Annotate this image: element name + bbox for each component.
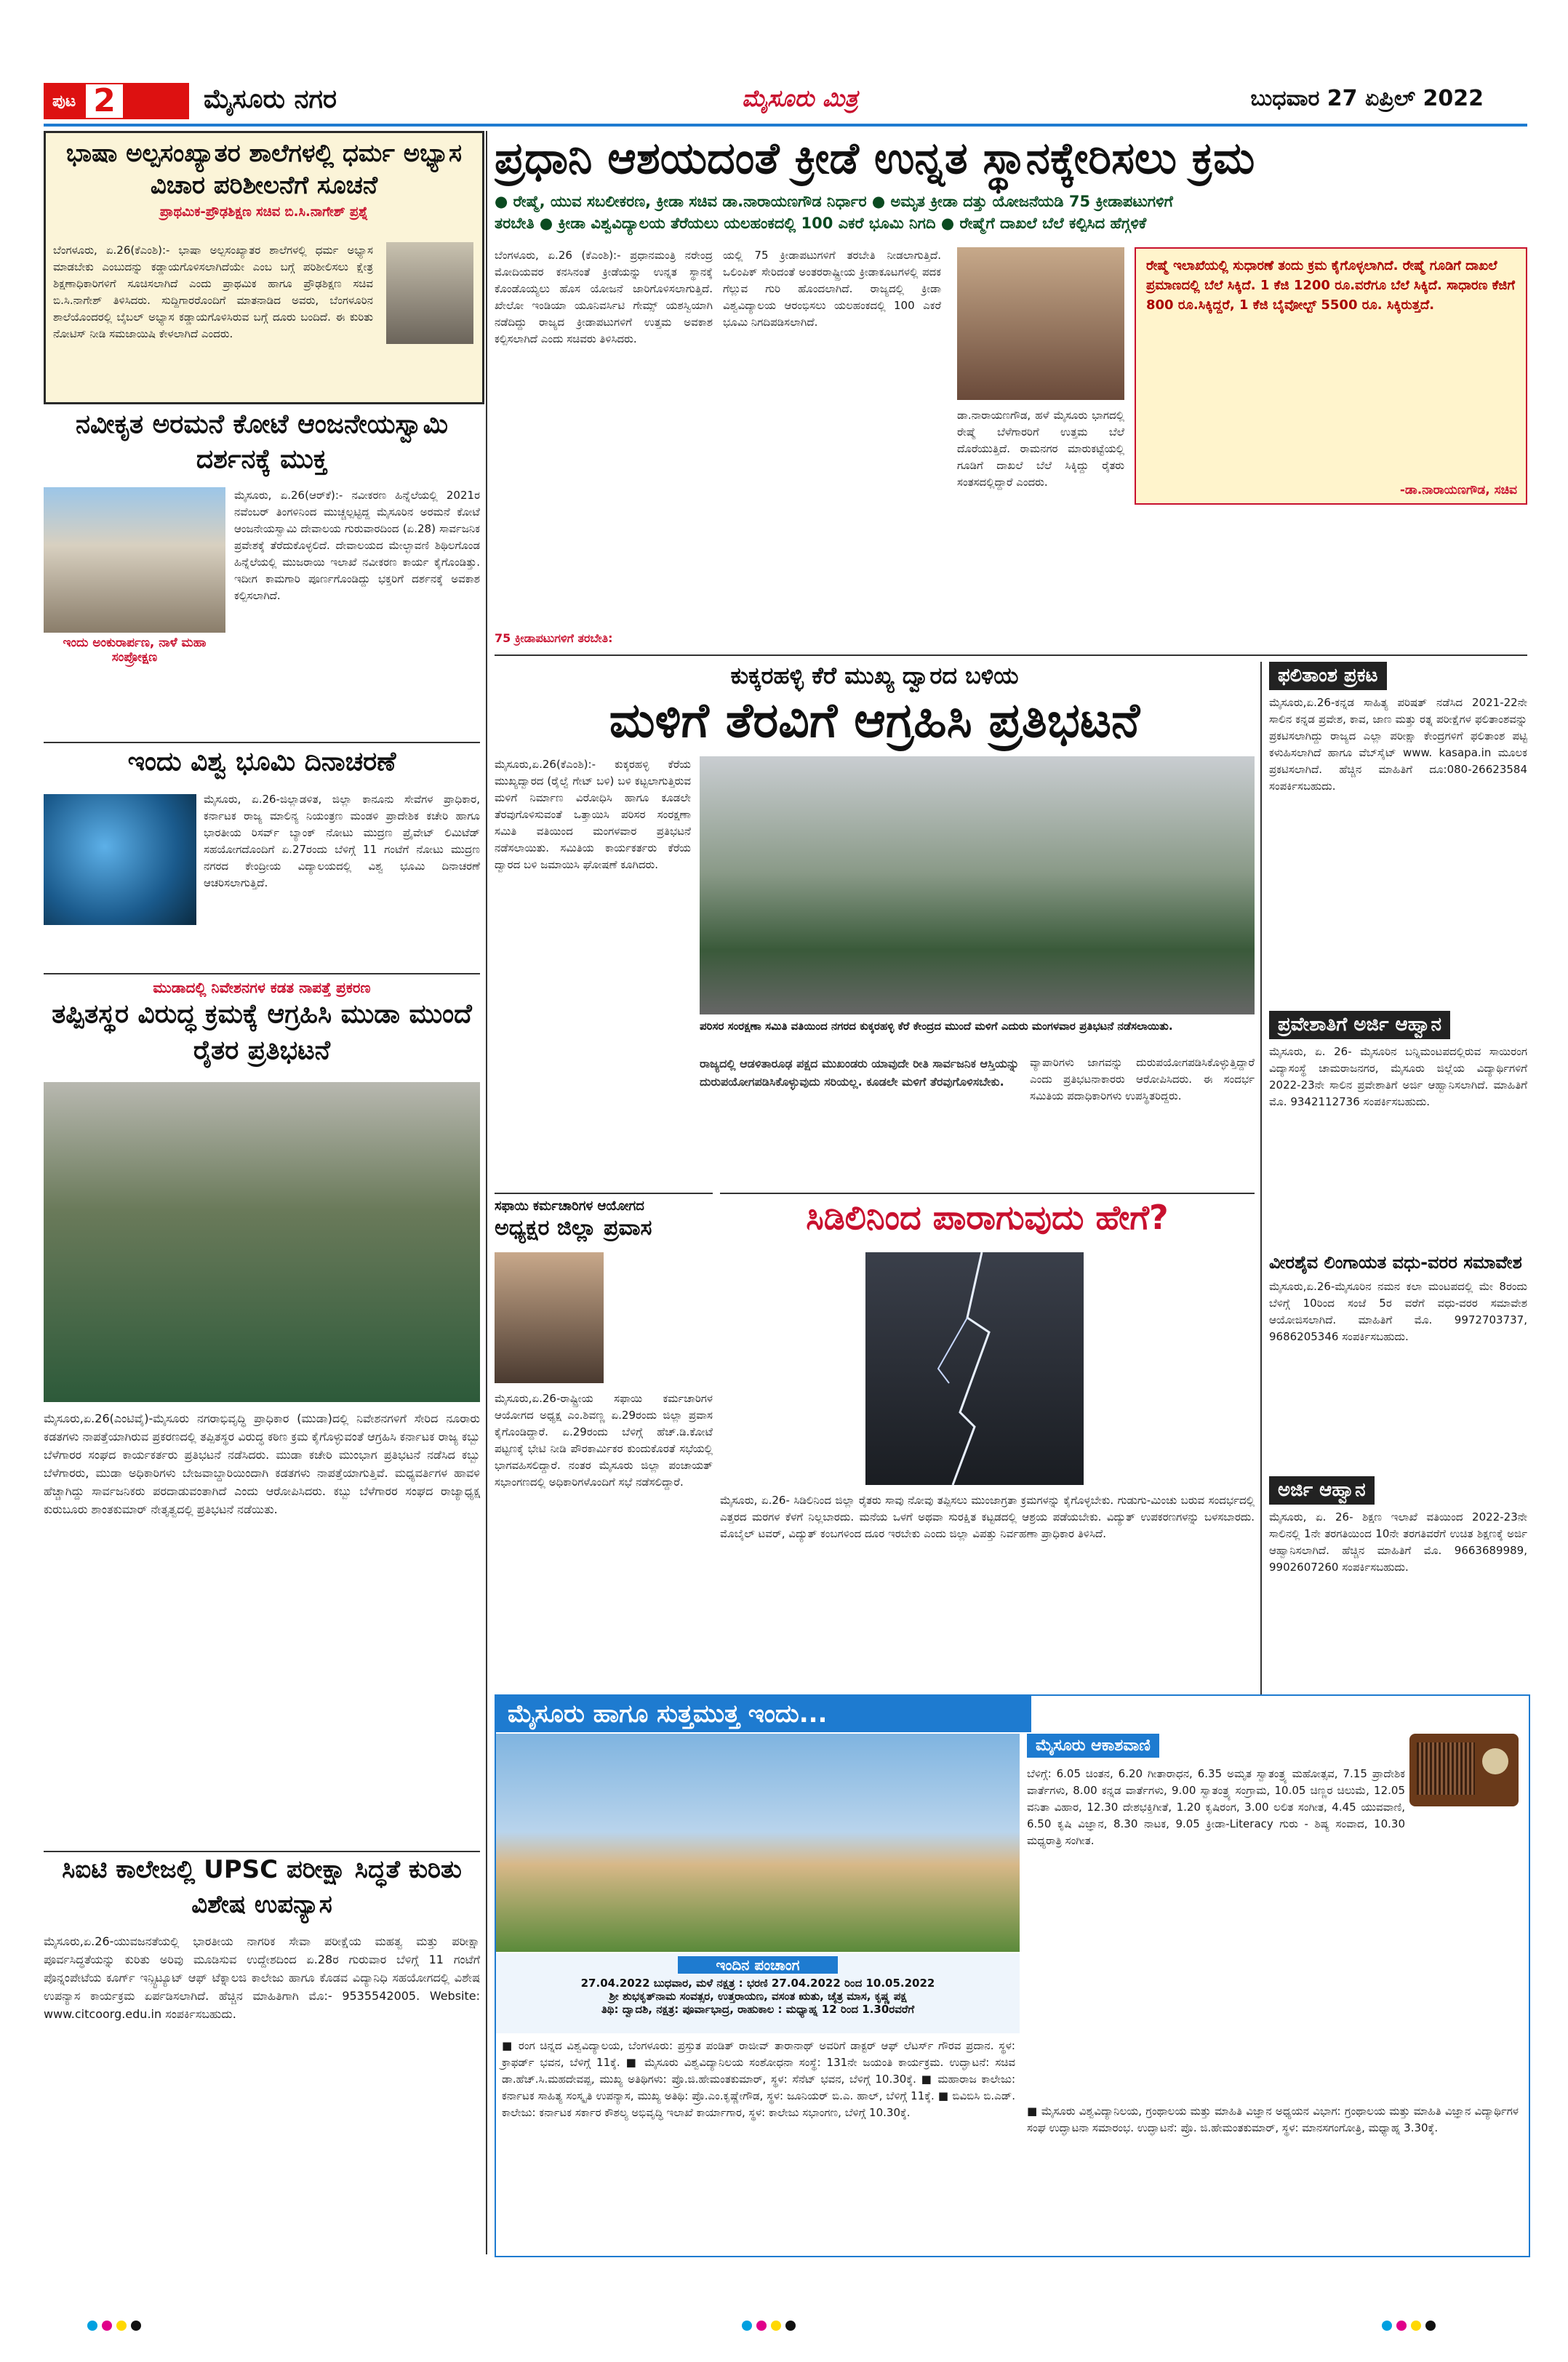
- today-events: ■ ರಂಗ ಚಿನ್ನದ ವಿಶ್ವವಿದ್ಯಾಲಯ, ಬೆಂಗಳೂರು: ಪ್ರಸ್ತುತ ಪಂಡಿತ್ ರಾಜೀವ್ ತಾರಾನಾಥ್ ಅವರಿಗೆ ಡಾಕ್ಟರ್ ಆಫ್ ಲೆಟರ್ಸ್ ಗೌರವ ಪ್ರದಾನ. ಸ್ಥಳ: ಕ್ರಾಫರ್ಡ್ ಭವನ, ಬೆಳಿಗ್ಗೆ 11ಕ್ಕೆ. ■ ಮೈಸೂರು ವಿಶ್ವವಿದ್ಯಾನಿಲಯ ಸಂಶೋಧನಾ ಸಂಸ್ಥೆ: 131ನೇ ಜಯಂತಿ ಕಾರ್ಯಕ್ರಮ. ಉದ್ಘಾಟನೆ: ಸಚಿವ ಡಾ.ಹೆಚ್.ಸಿ.ಮಹದೇವಪ್ಪ, ಮುಖ್ಯ ಅತಿಥಿಗಳು: ಪ್ರೊ.ಜಿ.ಹೇಮಂತಕುಮಾರ್, ಸ್ಥಳ: ಸೆನೆಟ್ ಭವನ, ಬೆಳಿಗ್ಗೆ 10.30ಕ್ಕೆ. ■ ಮಹಾರಾಜ ಕಾಲೇಜು: ಕರ್ನಾಟಕ ಸಾಹಿತ್ಯ ಸಂಸ್ಕೃತಿ ಉಪನ್ಯಾಸ, ಮುಖ್ಯ ಅತಿಥಿ: ಪ್ರೊ.ಎಂ.ಕೃಷ್ಣೇಗೌಡ, ಸ್ಥಳ: ಜೂನಿಯರ್ ಬಿ.ಎ. ಹಾಲ್, ಬೆಳಿಗ್ಗೆ 11ಕ್ಕೆ. ■ ಬಿವಿಬಿಸಿ ಬಿ.ಎಡ್. ಕಾಲೇಜು: ಕರ್ನಾಟಕ ಸರ್ಕಾರ ಕೌಶಲ್ಯ ಅಭಿವೃದ್ಧಿ ಇಲಾಖೆ ಕಾರ್ಯಾಗಾರ, ಸ್ಥಳ: ಕಾಲೇಜು ಸಭಾಂಗಣ, ಬೆಳಿಗ್ಗೆ 10.30ಕ್ಕೆ.: [502, 2039, 1015, 2119]
- header-rule: [44, 124, 1527, 127]
- article-muda-protest: [44, 973, 480, 1847]
- lightning-bolt-icon: [865, 1252, 1084, 1485]
- brief-headline: ಪ್ರವೇಶಾತಿಗೆ ಅರ್ಜಿ ಆಹ್ವಾನ: [1269, 1011, 1450, 1039]
- radio-box: [1027, 1734, 1523, 2097]
- temple-photo: [44, 487, 225, 633]
- page-header: [44, 80, 1527, 122]
- palace-photo: [496, 1734, 1020, 1952]
- lead-sub-2: ತರಬೇತಿ ● ಕ್ರೀಡಾ ವಿಶ್ವವಿದ್ಯಾಲಯ ತೆರೆಯಲು ಯಲಹಂಕದಲ್ಲಿ 100 ಎಕರೆ ಭೂಮಿ ನಿಗದಿ ● ರೇಷ್ಮೆಗೆ ದಾಖಲೆ ಬೆಲೆ ಕಲ್ಪಿಸಿದ ಹೆಗ್ಗಳಿಕೆ: [495, 215, 1147, 232]
- paper-name: ಮೈಸೂರು ಮಿತ್ರ: [742, 84, 858, 112]
- panchanga-title: ಇಂದಿನ ಪಂಚಾಂಗ: [678, 1956, 838, 1974]
- registration-marks: [1382, 2320, 1527, 2334]
- panchanga-box: [496, 1953, 1020, 2033]
- article-temple: [44, 407, 480, 734]
- article-headline: ತಪ್ಪಿತಸ್ಥರ ವಿರುದ್ಧ ಕ್ರಮಕ್ಕೆ ಆಗ್ರಹಿಸಿ ಮುಡಾ ಮುಂದೆ ರೈತರ ಪ್ರತಿಭಟನೆ: [52, 999, 472, 1065]
- brief-matrimony: [1269, 1251, 1527, 1469]
- article-body: ಮೈಸೂರು, ಏ.26(ಆರ್‌ಕೆ):- ನವೀಕರಣ ಹಿನ್ನೆಲೆಯಲ್ಲಿ 2021ರ ನವೆಂಬರ್ ತಿಂಗಳಿನಿಂದ ಮುಚ್ಚಲ್ಪಟ್ಟಿದ್ದ ಮೈಸೂರಿನ ಅರಮನೆ ಕೋಟೆ ಆಂಜನೇಯಸ್ವಾಮಿ ದೇವಾಲಯ ಗುರುವಾರದಿಂದ (ಏ.28) ಸಾರ್ವಜನಿಕ ಪ್ರವೇಶಕ್ಕೆ ತೆರೆದುಕೊಳ್ಳಲಿದೆ. ದೇವಾಲಯದ ಮೇಲ್ಛಾವಣಿ ಶಿಥಿಲಗೊಂಡ ಹಿನ್ನೆಲೆಯಲ್ಲಿ ಮುಜರಾಯಿ ಇಲಾಖೆ ನವೀಕರಣ ಕಾರ್ಯ ಕೈಗೊಂಡಿತ್ತು. ಇದೀಗ ಕಾಮಗಾರಿ ಪೂರ್ಣಗೊಂಡಿದ್ದು ಭಕ್ತರಿಗೆ ದರ್ಶನಕ್ಕೆ ಅವಕಾಶ ಕಲ್ಪಿಸಲಾಗಿದೆ.: [234, 489, 480, 602]
- article-body: ಮೈಸೂರು,ಏ.26(ಎಂಟಿವೈ)-ಮೈಸೂರು ನಗರಾಭಿವೃದ್ಧಿ ಪ್ರಾಧಿಕಾರ (ಮುಡಾ)ದಲ್ಲಿ ನಿವೇಶನಗಳಿಗೆ ಸೇರಿದ ನೂರಾರು ಕಡತಗಳು ನಾಪತ್ತೆಯಾಗಿರುವ ಪ್ರಕರಣದಲ್ಲಿ ತಪ್ಪಿತಸ್ಥರ ವಿರುದ್ಧ ಕಠಿಣ ಕ್ರಮ ಕೈಗೊಳ್ಳುವಂತೆ ಆಗ್ರಹಿಸಿ ಕರ್ನಾಟಕ ರಾಜ್ಯ ಕಬ್ಬು ಬೆಳೆಗಾರರ ಸಂಘದ ಕಾರ್ಯಕರ್ತರು ಪ್ರತಿಭಟನೆ ನಡೆಸಿದರು. ಮುಡಾ ಕಚೇರಿ ಮುಂಭಾಗ ಪ್ರತಿಭಟನೆ ನಡೆಸಿದ ಕಬ್ಬು ಬೆಳೆಗಾರರು, ಮುಡಾ ಅಧಿಕಾರಿಗಳು ಬೇಜವಾಬ್ದಾರಿಯಿಂದಾಗಿ ಕಡತಗಳು ನಾಪತ್ತೆಯಾಗುತ್ತಿವೆ. ಮಧ್ಯವರ್ತಿಗಳ ಹಾವಳಿ ಹೆಚ್ಚಾಗಿದ್ದು ಸಾರ್ವಜನಿಕರು ಪರದಾಡುವಂತಾಗಿದೆ ಎಂದು ಆರೋಪಿಸಿದರು. ಕಬ್ಬು ಬೆಳೆಗಾರರ ಸಂಘದ ರಾಜ್ಯಾಧ್ಯಕ್ಷ ಕುರುಬೂರು ಶಾಂತಕುಮಾರ್ ನೇತೃತ್ವದಲ್ಲಿ ಪ್ರತಿಭಟನೆ ನಡೆಯಿತು.: [44, 1412, 480, 1516]
- story-headline: ಸಿಡಿಲಿನಿಂದ ಪಾರಾಗುವುದು ಹೇಗೆ?: [806, 1198, 1169, 1237]
- page-date: ಬುಧವಾರ 27 ಏಪ್ರಿಲ್ 2022: [1250, 86, 1484, 111]
- radio-title: ಮೈಸೂರು ಆಕಾಶವಾಣಿ: [1027, 1734, 1159, 1758]
- column-rule-right: [1260, 662, 1262, 1694]
- lead-quote-box: [1135, 247, 1527, 505]
- article-language-schools: [44, 131, 484, 404]
- article-kicker: ಮುಡಾದಲ್ಲಿ ನಿವೇಶನಗಳ ಕಡತ ನಾಪತ್ತೆ ಪ್ರಕರಣ: [153, 979, 371, 996]
- article-headline: ಸಿಐಟಿ ಕಾಲೇಜಲ್ಲಿ UPSC ಪರೀಕ್ಷಾ ಸಿದ್ಧತೆ ಕುರಿತು ವಿಶೇಷ ಉಪನ್ಯಾಸ: [62, 1855, 462, 1919]
- farmers-protest-photo: [44, 1082, 480, 1402]
- lead-story: [495, 131, 1527, 651]
- today-section: [495, 1694, 1530, 2257]
- panchanga-line: ಶ್ರೀ ಶುಭಕೃತ್‌ನಾಮ ಸಂವತ್ಸರ, ಉತ್ತರಾಯಣ, ವಸಂತ ಋತು, ಚೈತ್ರ ಮಾಸ, ಕೃಷ್ಣ ಪಕ್ಷ: [609, 1990, 907, 2003]
- page-number: 2: [86, 84, 123, 118]
- article-headline: ಇಂದು ವಿಶ್ವ ಭೂಮಿ ದಿನಾಚರಣೆ: [127, 747, 396, 777]
- lead-body-1: ಬೆಂಗಳೂರು, ಏ.26 (ಕೆಎಂಶಿ):- ಪ್ರಧಾನಮಂತ್ರಿ ನರೇಂದ್ರ ಮೋದಿಯವರ ಕನಸಿನಂತೆ ಕ್ರೀಡೆಯನ್ನು ಉನ್ನತ ಸ್ಥಾನಕ್ಕೆ ಕೊಂಡೊಯ್ಯಲು ಹೊಸ ಯೋಜನೆ ಜಾರಿಗೊಳಿಸಲಾಗುತ್ತಿದೆ. ಖೇಲೋ ಇಂಡಿಯಾ ಯೂನಿವರ್ಸಿಟಿ ಗೇಮ್ಸ್ ಯಶಸ್ವಿಯಾಗಿ ನಡೆದಿದ್ದು ರಾಜ್ಯದ ಕ್ರೀಡಾಪಟುಗಳಿಗೆ ಉತ್ತಮ ಅವಕಾಶ ಕಲ್ಪಿಸಲಾಗಿದೆ ಎಂದು ಸಚಿವರು ತಿಳಿಸಿದರು.: [495, 249, 713, 345]
- brief-body: ಮೈಸೂರು, ಏ. 26- ಶಿಕ್ಷಣ ಇಲಾಖೆ ವತಿಯಿಂದ 2022-23ನೇ ಸಾಲಿನಲ್ಲಿ 1ನೇ ತರಗತಿಯಿಂದ 10ನೇ ತರಗತಿವರೆಗೆ ಉಚಿತ ಶಿಕ್ಷಣಕ್ಕೆ ಅರ್ಜಿ ಆಹ್ವಾನಿಸಲಾಗಿದೆ. ಹೆಚ್ಚಿನ ಮಾಹಿತಿಗೆ ಮೊ. 9663689989, 9902607260 ಸಂಪರ್ಕಿಸಬಹುದು.: [1269, 1510, 1527, 1574]
- today-banner: ಮೈಸೂರು ಹಾಗೂ ಸುತ್ತಮುತ್ತ ಇಂದು...: [496, 1696, 1031, 1732]
- brief-body: ಮೈಸೂರು, ಏ. 26- ಮೈಸೂರಿನ ಬನ್ನಿಮಂಟಪದಲ್ಲಿರುವ ಸಾಯಿರಂಗ ವಿದ್ಯಾಸಂಸ್ಥೆ ಚಾಮರಾಜನಗರ, ಮೈಸೂರು ಜಿಲ್ಲೆಯ ವಿದ್ಯಾರ್ಥಿಗಳಿಗೆ 2022-23ನೇ ಸಾಲಿನ ಪ್ರವೇಶಾತಿಗೆ ಅರ್ಜಿ ಆಹ್ವಾನಿಸಲಾಗಿದೆ. ಮಾಹಿತಿಗೆ ಮೊ. 9342112736 ಸಂಪರ್ಕಿಸಬಹುದು.: [1269, 1045, 1527, 1108]
- article-body: ಮೈಸೂರು,ಏ.26-ಯುವಜನತೆಯಲ್ಲಿ ಭಾರತೀಯ ನಾಗರಿಕ ಸೇವಾ ಪರೀಕ್ಷೆಯ ಮಹತ್ವ ಮತ್ತು ಪರೀಕ್ಷಾ ಪೂರ್ವಸಿದ್ಧತೆಯನ್ನು ಕುರಿತು ಅರಿವು ಮೂಡಿಸುವ ಉದ್ದೇಶದಿಂದ ಏ.28ರ ಗುರುವಾರ ಬೆಳಿಗ್ಗೆ 11 ಗಂಟೆಗೆ ಪೊನ್ನಂಪೇಟೆಯ ಕೂರ್ಗ್ ಇನ್ಸ್ಟಿಟ್ಯೂಟ್ ಆಫ್ ಟೆಕ್ನಾಲಜಿ ಕಾಲೇಜು ಹಾಗೂ ಕೊಡವ ವಿದ್ಯಾನಿಧಿ ಸಹಯೋಗದಲ್ಲಿ ವಿಶೇಷ ಉಪನ್ಯಾಸ ಕಾರ್ಯಕ್ರಮ ಏರ್ಪಡಿಸಲಾಗಿದೆ. ಹೆಚ್ಚಿನ ಮಾಹಿತಿಗಾಗಿ ಮೊ:- 9535542005. Website: www.citcoorg.edu.in ಸಂಪರ್ಕಿಸಬಹುದು.: [44, 1934, 480, 2021]
- photo-caption: ಇಂದು ಅಂಕುರಾರ್ಪಣ, ನಾಳೆ ಮಹಾ ಸಂಪ್ರೋಕ್ಷಣ: [63, 636, 207, 665]
- lake-protest-photo: [700, 756, 1255, 1014]
- minister-portrait: [957, 247, 1124, 400]
- lead-body-2: ಯಲ್ಲಿ 75 ಕ್ರೀಡಾಪಟುಗಳಿಗೆ ತರಬೇತಿ ನೀಡಲಾಗುತ್ತಿದೆ. ಒಲಿಂಪಿಕ್ ಸೇರಿದಂತೆ ಅಂತರರಾಷ್ಟ್ರೀಯ ಕ್ರೀಡಾಕೂಟಗಳಲ್ಲಿ ಪದಕ ಗೆಲ್ಲುವ ಗುರಿ ಹೊಂದಲಾಗಿದೆ. ರಾಜ್ಯದಲ್ಲಿ ಕ್ರೀಡಾ ವಿಶ್ವವಿದ್ಯಾಲಯ ಆರಂಭಿಸಲು ಯಲಹಂಕದಲ್ಲಿ 100 ಎಕರೆ ಭೂಮಿ ನಿಗದಿಪಡಿಸಲಾಗಿದೆ.: [723, 249, 941, 329]
- brief-headline: ಅರ್ಜಿ ಆಹ್ವಾನ: [1269, 1476, 1375, 1505]
- radio-icon: [1409, 1734, 1519, 1806]
- brief-application: [1269, 1476, 1527, 1694]
- brief-body: ಮೈಸೂರು,ಏ.26-ಕನ್ನಡ ಸಾಹಿತ್ಯ ಪರಿಷತ್ ನಡೆಸಿದ 2021-22ನೇ ಸಾಲಿನ ಕನ್ನಡ ಪ್ರವೇಶ, ಕಾವ, ಜಾಣ ಮತ್ತು ರತ್ನ ಪರೀಕ್ಷೆಗಳ ಫಲಿತಾಂಶವನ್ನು ಪ್ರಕಟಿಸಲಾಗಿದ್ದು ರಾಜ್ಯದ ಎಲ್ಲಾ ಪರೀಕ್ಷಾ ಕೇಂದ್ರಗಳಿಗೆ ಫಲಿತಾಂಶ ಪಟ್ಟಿ ಕಳುಹಿಸಲಾಗಿದೆ ಹಾಗೂ ವೆಬ್‌ಸೈಟ್ www. kasapa.in ಮೂಲಕ ಪ್ರಕಟಿಸಲಾಗಿದೆ. ಹೆಚ್ಚಿನ ಮಾಹಿತಿಗೆ ದೂ:080-26623584 ಸಂಪರ್ಕಿಸಬಹುದು.: [1269, 696, 1527, 793]
- article-earth-day: [44, 742, 480, 969]
- story-body: ಮೈಸೂರು, ಏ.26- ಸಿಡಿಲಿನಿಂದ ಜಿಲ್ಲಾ ರೈತರು ಸಾವು ನೋವು ತಪ್ಪಿಸಲು ಮುಂಜಾಗ್ರತಾ ಕ್ರಮಗಳನ್ನು ಕೈಗೊಳ್ಳಬೇಕು. ಗುಡುಗು-ಮಿಂಚು ಬರುವ ಸಂದರ್ಭದಲ್ಲಿ ಎತ್ತರದ ಮರಗಳ ಕೆಳಗೆ ನಿಲ್ಲಬಾರದು. ಮನೆಯ ಒಳಗೆ ಅಥವಾ ಸುರಕ್ಷಿತ ಕಟ್ಟಡದಲ್ಲಿ ಆಶ್ರಯ ಪಡೆಯಬೇಕು. ವಿದ್ಯುತ್ ಉಪಕರಣಗಳನ್ನು ಬಳಸಬಾರದು. ಮೊಬೈಲ್ ಟವರ್, ವಿದ್ಯುತ್ ಕಂಬಗಳಿಂದ ದೂರ ಇರಬೇಕು ಎಂದು ಜಿಲ್ಲಾ ವಿಪತ್ತು ನಿರ್ವಹಣಾ ಪ್ರಾಧಿಕಾರ ತಿಳಿಸಿದೆ.: [720, 1494, 1255, 1540]
- brief-headline: ಫಲಿತಾಂಶ ಪ್ರಕಟ: [1269, 662, 1387, 690]
- right-briefs: [1269, 662, 1527, 1694]
- section-title: ಮೈಸೂರು ನಗರ: [204, 84, 337, 114]
- page-number-box: [44, 83, 189, 119]
- minister-photo: [386, 242, 473, 344]
- article-upsc-lecture: [44, 1851, 480, 2252]
- quote-attribution: -ಡಾ.ನಾರಾಯಣಗೌಡ, ಸಚಿವ: [1399, 483, 1517, 497]
- brief-result: [1269, 662, 1527, 1004]
- brief-body: ಮೈಸೂರು,ಏ.26-ಮೈಸೂರಿನ ನಮನ ಕಲಾ ಮಂಟಪದಲ್ಲಿ ಮೇ 8ರಂದು ಬೆಳಿಗ್ಗೆ 10ರಿಂದ ಸಂಜೆ 5ರ ವರೆಗೆ ವಧು-ವರರ ಸಮಾವೇಶ ಆಯೋಜಿಸಲಾಗಿದೆ. ಮಾಹಿತಿಗೆ ಮೊ. 9972703737, 9686205346 ಸಂಪರ್ಕಿಸಬಹುದು.: [1269, 1280, 1527, 1343]
- lead-sub-1: ● ರೇಷ್ಮೆ, ಯುವ ಸಬಲೀಕರಣ, ಕ್ರೀಡಾ ಸಚಿವ ಡಾ.ನಾರಾಯಣಗೌಡ ನಿರ್ಧಾರ ● ಅಮೃತ ಕ್ರೀಡಾ ದತ್ತು ಯೋಜನೆಯಡಿ 75 ಕ್ರೀಡಾಪಟುಗಳಿಗೆ: [495, 193, 1173, 210]
- panchanga-line: 27.04.2022 ಬುಧವಾರ, ಮಳೆ ನಕ್ಷತ್ರ : ಭರಣಿ 27.04.2022 ರಿಂದ 10.05.2022: [580, 1977, 935, 1990]
- lead-bottom-rule: [495, 654, 1527, 656]
- story-kicker: ಸಫಾಯಿ ಕರ್ಮಚಾರಿಗಳ ಆಯೋಗದ: [495, 1198, 644, 1214]
- photo-caption: ಪರಿಸರ ಸಂರಕ್ಷಣಾ ಸಮಿತಿ ವತಿಯಿಂದ ನಗರದ ಕುಕ್ಕರಹಳ್ಳಿ ಕೆರೆ ಕೇಂದ್ರದ ಮುಂದೆ ಮಳಿಗೆ ಎದುರು ಮಂಗಳವಾರ ಪ್ರತಿಭಟನೆ ನಡೆಸಲಾಯಿತು.: [700, 1020, 1173, 1033]
- lead-caption-tag: 75 ಕ್ರೀಡಾಪಟುಗಳಿಗೆ ತರಬೇತಿ:: [495, 631, 613, 645]
- column-rule-left: [486, 131, 487, 2254]
- story-headline: ಮಳಿಗೆ ತೆರವಿಗೆ ಆಗ್ರಹಿಸಿ ಪ್ರತಿಭಟನೆ: [609, 692, 1140, 748]
- story-headline: ಅಧ್ಯಕ್ಷರ ಜಿಲ್ಲಾ ಪ್ರವಾಸ: [495, 1215, 652, 1241]
- quote-text: ರೇಷ್ಮೆ ಇಲಾಖೆಯಲ್ಲಿ ಸುಧಾರಣೆ ತಂದು ಕ್ರಮ ಕೈಗೊಳ್ಳಲಾಗಿದೆ. ರೇಷ್ಮೆ ಗೂಡಿಗೆ ದಾಖಲೆ ಪ್ರಮಾಣದಲ್ಲಿ ಬೆಲೆ ಸಿಕ್ಕಿದೆ. 1 ಕೆಜಿ 1200 ರೂ.ವರೆಗೂ ಬೆಲೆ ಸಿಕ್ಕಿದೆ. ಸಾಧಾರಣ ಕೆಜಿಗೆ 800 ರೂ.ಸಿಕ್ಕಿದ್ದರೆ, 1 ಕೆಜಿ ಬೈವೋಲ್ಟ್ 5500 ರೂ. ಸಿಕ್ಕಿರುತ್ತದೆ.: [1146, 258, 1515, 313]
- brief-headline: ವೀರಶೈವ ಲಿಂಗಾಯತ ವಧು-ವರರ ಸಮಾವೇಶ: [1269, 1252, 1522, 1273]
- story-lightning: [720, 1193, 1255, 1689]
- story-commission-visit: [495, 1193, 713, 1689]
- chairman-photo: [495, 1252, 604, 1383]
- story-quote: ರಾಜ್ಯದಲ್ಲಿ ಆಡಳಿತಾರೂಢ ಪಕ್ಷದ ಮುಖಂಡರು ಯಾವುದೇ ರೀತಿ ಸಾರ್ವಜನಿಕ ಆಸ್ತಿಯನ್ನು ದುರುಪಯೋಗಪಡಿಸಿಕೊಳ್ಳುವುದು ಸರಿಯಲ್ಲ. ಕೂಡಲೇ ಮಳಿಗೆ ತೆರವುಗೊಳಿಸಬೇಕು.: [700, 1057, 1020, 1089]
- lead-body-3: ಡಾ.ನಾರಾಯಣಗೌಡ, ಹಳೆ ಮೈಸೂರು ಭಾಗದಲ್ಲಿ ರೇಷ್ಮೆ ಬೆಳೆಗಾರರಿಗೆ ಉತ್ತಮ ಬೆಲೆ ದೊರೆಯುತ್ತಿದೆ. ರಾಮನಗರ ಮಾರುಕಟ್ಟೆಯಲ್ಲಿ ಗೂಡಿಗೆ ದಾಖಲೆ ಬೆಲೆ ಸಿಕ್ಕಿದ್ದು ರೈತರು ಸಂತಸದಲ್ಲಿದ್ದಾರೆ ಎಂದರು.: [957, 409, 1124, 489]
- lightning-photo: [865, 1252, 1084, 1485]
- story-kicker: ಕುಕ್ಕರಹಳ್ಳಿ ಕೆರೆ ಮುಖ್ಯ ದ್ವಾರದ ಬಳಿಯ: [730, 662, 1019, 689]
- article-body: ಮೈಸೂರು, ಏ.26-ಜಿಲ್ಲಾಡಳಿತ, ಜಿಲ್ಲಾ ಕಾನೂನು ಸೇವೆಗಳ ಪ್ರಾಧಿಕಾರ, ಕರ್ನಾಟಕ ರಾಜ್ಯ ಮಾಲಿನ್ಯ ನಿಯಂತ್ರಣ ಮಂಡಳಿ ಪ್ರಾದೇಶಿಕ ಕಚೇರಿ ಹಾಗೂ ಭಾರತೀಯ ರಿಸರ್ವ್ ಬ್ಯಾಂಕ್ ನೋಟು ಮುದ್ರಣ ಪ್ರೈವೇಟ್ ಲಿಮಿಟೆಡ್ ಸಹಯೋಗದೊಂದಿಗೆ ಏ.27ರಂದು ಬೆಳಿಗ್ಗೆ 11 ಗಂಟೆಗೆ ನೋಟು ಮುದ್ರಣ ನಗರದ ಕೇಂದ್ರೀಯ ವಿದ್ಯಾಲಯದಲ್ಲಿ ವಿಶ್ವ ಭೂಮಿ ದಿನಾಚರಣೆ ಆಚರಿಸಲಾಗುತ್ತಿದೆ.: [204, 793, 480, 889]
- page-label: ಪುಟ: [52, 92, 76, 111]
- panchanga-line: ತಿಥಿ: ದ್ವಾದಶಿ, ನಕ್ಷತ್ರ: ಪೂರ್ವಾಭಾದ್ರ, ರಾಹುಕಾಲ : ಮಧ್ಯಾಹ್ನ 12 ರಿಂದ 1.30ರವರೆಗೆ: [601, 2003, 915, 2016]
- story-body: ಮೈಸೂರು,ಏ.26-ರಾಷ್ಟ್ರೀಯ ಸಫಾಯಿ ಕರ್ಮಚಾರಿಗಳ ಆಯೋಗದ ಅಧ್ಯಕ್ಷ ಎಂ.ಶಿವಣ್ಣ ಏ.29ರಂದು ಜಿಲ್ಲಾ ಪ್ರವಾಸ ಕೈಗೊಂಡಿದ್ದಾರೆ. ಏ.29ರಂದು ಬೆಳಿಗ್ಗೆ ಹೆಚ್.ಡಿ.ಕೋಟೆ ಪಟ್ಟಣಕ್ಕೆ ಭೇಟಿ ನೀಡಿ ಪೌರಕಾರ್ಮಿಕರ ಕುಂದುಕೊರತೆ ಸಭೆಯಲ್ಲಿ ಭಾಗವಹಿಸಲಿದ್ದಾರೆ. ನಂತರ ಮೈಸೂರು ಜಿಲ್ಲಾ ಪಂಚಾಯತ್ ಸಭಾಂಗಣದಲ್ಲಿ ಅಧಿಕಾರಿಗಳೊಂದಿಗೆ ಸಭೆ ನಡೆಸಲಿದ್ದಾರೆ.: [495, 1392, 713, 1489]
- story-body: ಮೈಸೂರು,ಏ.26(ಕೆಎಂಶಿ):- ಕುಕ್ಕರಹಳ್ಳಿ ಕೆರೆಯ ಮುಖ್ಯದ್ವಾರದ (ರೈಲ್ವೆ ಗೇಟ್ ಬಳಿ) ಬಳಿ ಕಟ್ಟಲಾಗುತ್ತಿರುವ ಮಳಿಗೆ ನಿರ್ಮಾಣ ವಿರೋಧಿಸಿ ಹಾಗೂ ಕೂಡಲೇ ತೆರವುಗೊಳಿಸುವಂತೆ ಒತ್ತಾಯಿಸಿ ಪರಿಸರ ಸಂರಕ್ಷಣಾ ಸಮಿತಿ ವತಿಯಿಂದ ಮಂಗಳವಾರ ಪ್ರತಿಭಟನೆ ನಡೆಸಲಾಯಿತು. ಸಮಿತಿಯ ಕಾರ್ಯಕರ್ತರು ಕೆರೆಯ ದ್ವಾರದ ಬಳಿ ಜಮಾಯಿಸಿ ಘೋಷಣೆ ಕೂಗಿದರು.: [495, 758, 691, 871]
- story-body-2: ವ್ಯಾಪಾರಿಗಳು ಜಾಗವನ್ನು ದುರುಪಯೋಗಪಡಿಸಿಕೊಳ್ಳುತ್ತಿದ್ದಾರೆ ಎಂದು ಪ್ರತಿಭಟನಾಕಾರರು ಆರೋಪಿಸಿದರು. ಈ ಸಂದರ್ಭ ಸಮಿತಿಯ ಪದಾಧಿಕಾರಿಗಳು ಉಪಸ್ಥಿತರಿದ್ದರು.: [1030, 1056, 1255, 1102]
- radio-schedule: ಬೆಳಿಗ್ಗೆ: 6.05 ಚಿಂತನ, 6.20 ಗೀತಾರಾಧನ, 6.35 ಅಮೃತ ಸ್ವಾತಂತ್ರ್ಯ ಮಹೋತ್ಸವ, 7.15 ಪ್ರಾದೇಶಿಕ ವಾರ್ತೆಗಳು, 8.00 ಕನ್ನಡ ವಾರ್ತೆಗಳು, 9.00 ಸ್ವಾತಂತ್ರ್ಯ ಸಂಗ್ರಾಮ, 10.05 ಚಿಣ್ಣರ ಚಿಲುಮೆ, 12.05 ವನಿತಾ ವಿಹಾರ, 12.30 ದೇಶಭಕ್ತಿಗೀತೆ, 1.20 ಕೃಷಿರಂಗ, 3.00 ಲಲಿತ ಸಂಗೀತ, 4.45 ಯುವವಾಣಿ, 6.50 ಕೃಷಿ ವಿಜ್ಞಾನ, 8.30 ನಾಟಕ, 9.05 ಕ್ರೀಡಾ-Literacy ಗುರು - ಶಿಷ್ಯ ಸಂವಾದ, 10.30 ಮಧ್ಯರಾತ್ರಿ ಸಂಗೀತ.: [1027, 1767, 1405, 1847]
- registration-marks: [87, 2320, 233, 2334]
- article-kicker: ಪ್ರಾಥಮಿಕ-ಪ್ರೌಢಶಿಕ್ಷಣ ಸಚಿವ ಬಿ.ಸಿ.ನಾಗೇಶ್ ಪ್ರಶ್ನೆ: [159, 204, 369, 220]
- article-headline: ನವೀಕೃತ ಅರಮನೆ ಕೋಟೆ ಆಂಜನೇಯಸ್ವಾಮಿ ದರ್ಶನಕ್ಕೆ ಮುಕ್ತ: [75, 409, 449, 474]
- today-events-2: ■ ಮೈಸೂರು ವಿಶ್ವವಿದ್ಯಾನಿಲಯ, ಗ್ರಂಥಾಲಯ ಮತ್ತು ಮಾಹಿತಿ ವಿಜ್ಞಾನ ಅಧ್ಯಯನ ವಿಭಾಗ: ಗ್ರಂಥಾಲಯ ಮತ್ತು ಮಾಹಿತಿ ವಿಜ್ಞಾನ ವಿದ್ಯಾರ್ಥಿಗಳ ಸಂಘ ಉದ್ಘಾಟನಾ ಸಮಾರಂಭ. ಉದ್ಘಾಟನೆ: ಪ್ರೊ. ಜಿ.ಹೇಮಂತಕುಮಾರ್, ಸ್ಥಳ: ಮಾನಸಗಂಗೋತ್ರಿ, ಮಧ್ಯಾಹ್ನ 3.30ಕ್ಕೆ.: [1027, 2105, 1519, 2134]
- article-body: ಬೆಂಗಳೂರು, ಏ.26(ಕೆಎಂಶಿ):- ಭಾಷಾ ಅಲ್ಪಸಂಖ್ಯಾತರ ಶಾಲೆಗಳಲ್ಲಿ ಧರ್ಮ ಅಭ್ಯಾಸ ಮಾಡಬೇಕು ಎಂಬುದನ್ನು ಕಡ್ಡಾಯಗೊಳಿಸಲಾಗಿದೆಯೇ ಎಂಬ ಬಗ್ಗೆ ಪರಿಶೀಲಿಸಲು ಕ್ಷೇತ್ರ ಶಿಕ್ಷಣಾಧಿಕಾರಿಗಳಿಗೆ ಸೂಚಿಸಲಾಗಿದೆ ಎಂದು ಪ್ರಾಥಮಿಕ ಹಾಗೂ ಪ್ರೌಢಶಿಕ್ಷಣ ಸಚಿವ ಬಿ.ಸಿ.ನಾಗೇಶ್ ತಿಳಿಸಿದರು. ಸುದ್ದಿಗಾರರೊಂದಿಗೆ ಮಾತನಾಡಿದ ಅವರು, ಬೆಂಗಳೂರಿನ ಶಾಲೆಯೊಂದರಲ್ಲಿ ಬೈಬಲ್ ಅಭ್ಯಾಸ ಕಡ್ಡಾಯಗೊಳಿಸಿರುವ ಬಗ್ಗೆ ದೂರು ಬಂದಿದೆ. ಈ ಕುರಿತು ನೋಟಿಸ್ ನೀಡಿ ಸಮಜಾಯಿಷಿ ಕೇಳಲಾಗಿದೆ ಎಂದರು.: [53, 244, 373, 340]
- article-headline: ಭಾಷಾ ಅಲ್ಪಸಂಖ್ಯಾತರ ಶಾಲೆಗಳಲ್ಲಿ ಧರ್ಮ ಅಭ್ಯಾಸ ವಿಚಾರ ಪರಿಶೀಲನೆಗೆ ಸೂಚನೆ: [65, 139, 463, 200]
- lead-headline: ಪ್ರಧಾನಿ ಆಶಯದಂತೆ ಕ್ರೀಡೆ ಉನ್ನತ ಸ್ಥಾನಕ್ಕೇರಿಸಲು ಕ್ರಮ: [495, 133, 1255, 184]
- registration-marks: [742, 2320, 887, 2334]
- brief-admission: [1269, 1011, 1527, 1244]
- story-lake-protest: [495, 662, 1255, 1185]
- earth-photo: [44, 794, 196, 925]
